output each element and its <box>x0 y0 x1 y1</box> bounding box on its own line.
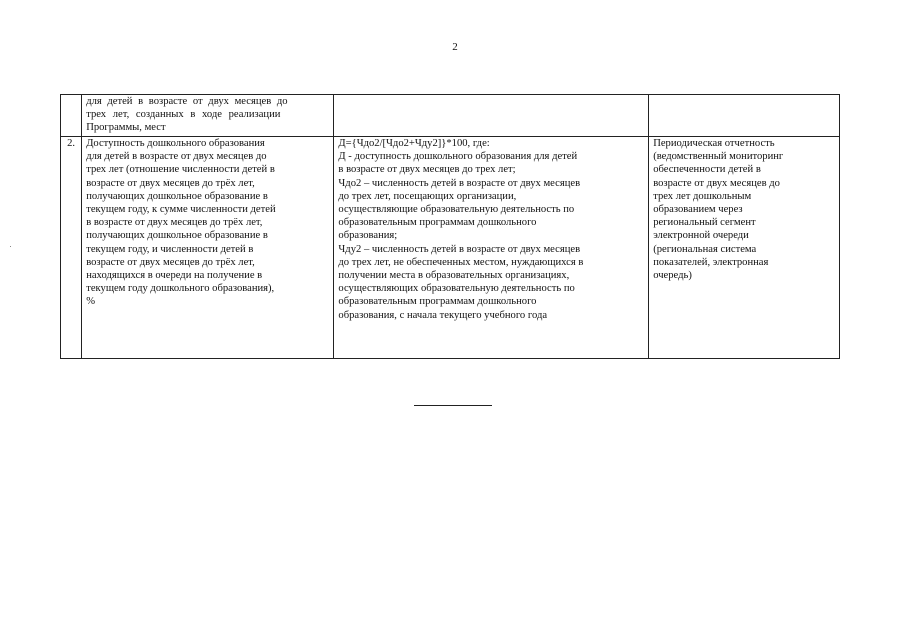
row-number-cell <box>61 95 82 137</box>
indicator-text-line: трех лет, созданных в ходе реализации <box>86 109 281 121</box>
source-text-line: региональный сегмент <box>653 217 756 229</box>
formula-text-line: Чдо2 – численность детей в возрасте от двух месяцев <box>338 177 581 189</box>
indicator-text-line: для детей в возрасте от двух месяцев до <box>86 96 288 107</box>
source-text-line: трех лет дошкольным <box>653 190 752 202</box>
formula-text-line: Д - доступность дошкольного образования для детей <box>338 151 578 163</box>
row-number-cell: 2. <box>61 137 82 359</box>
formula-text-line: в возрасте от двух месяцев до трех лет; <box>338 164 516 176</box>
table-row-2 <box>61 137 840 359</box>
page-number: 2 <box>452 41 458 53</box>
indicator-text-line: текущем году, к сумме численности детей <box>86 204 276 216</box>
indicator-text-line: для детей в возрасте от двух месяцев до <box>86 151 267 163</box>
indicator-text-line: в возрасте от двух месяцев до трёх лет, <box>86 217 263 229</box>
table-row-continuation <box>61 95 840 137</box>
data-source-cell <box>649 137 840 359</box>
source-text-line: Периодическая отчетность <box>653 138 775 149</box>
indicator-text-line: трех лет (отношение численности детей в <box>86 164 275 176</box>
indicator-text-line: Доступность дошкольного образования <box>86 138 265 149</box>
source-text-line: очередь) <box>653 270 692 282</box>
formula-text-line: образовательным программам дошкольного <box>338 296 537 308</box>
source-text-line: показателей, электронная <box>653 256 769 268</box>
formula-text-line: образования, с начала текущего учебного года <box>338 309 548 321</box>
indicator-text-line: Программы, мест <box>86 122 166 134</box>
indicator-text-line: возрасте от двух месяцев до трёх лет, <box>86 177 255 189</box>
indicator-name-cell <box>82 95 334 137</box>
scan-speck <box>10 246 11 247</box>
source-text-line: образованием через <box>653 204 743 216</box>
indicator-text-line: получающих дошкольное образование в <box>86 230 268 242</box>
indicator-text-line: получающих дошкольное образование в <box>86 190 268 202</box>
data-source-cell <box>649 95 840 137</box>
source-text-line: возрасте от двух месяцев до <box>653 177 780 189</box>
formula-text-line: Д={Чдо2/[Чдо2+Чду2]}*100, где: <box>338 138 490 149</box>
formula-text-line: до трех лет, не обеспеченных местом, нуждающихся в <box>338 256 584 268</box>
source-text-line: (ведомственный мониторинг <box>653 151 784 163</box>
source-text-line: (региональная система <box>653 243 757 255</box>
formula-text-line: осуществляющие образовательную деятельность по <box>338 204 575 216</box>
formula-text-line: осуществляющих образовательную деятельность по <box>338 283 575 295</box>
formula-text-line: Чду2 – численность детей в возрасте от двух месяцев <box>338 243 581 255</box>
indicator-text-line: % <box>86 296 96 308</box>
indicators-table <box>60 94 840 359</box>
source-text-line: обеспеченности детей в <box>653 164 761 176</box>
source-text-line: электронной очереди <box>653 230 749 242</box>
end-of-document-rule <box>414 405 492 406</box>
indicator-text-line: находящихся в очереди на получение в <box>86 270 263 282</box>
indicator-text-line: возрасте от двух месяцев до трёх лет, <box>86 256 255 268</box>
indicator-text-line: текущем году дошкольного образования), <box>86 283 275 295</box>
formula-text-line: образования; <box>338 230 398 242</box>
formula-cell <box>334 137 649 359</box>
formula-cell <box>334 95 649 137</box>
formula-text-line: получении места в образовательных организациях, <box>338 270 570 282</box>
formula-text-line: образовательным программам дошкольного <box>338 217 537 229</box>
formula-text-line: до трех лет, посещающих организации, <box>338 190 517 202</box>
indicator-text-line: текущем году, и численности детей в <box>86 243 254 255</box>
indicator-name-cell <box>82 137 334 359</box>
